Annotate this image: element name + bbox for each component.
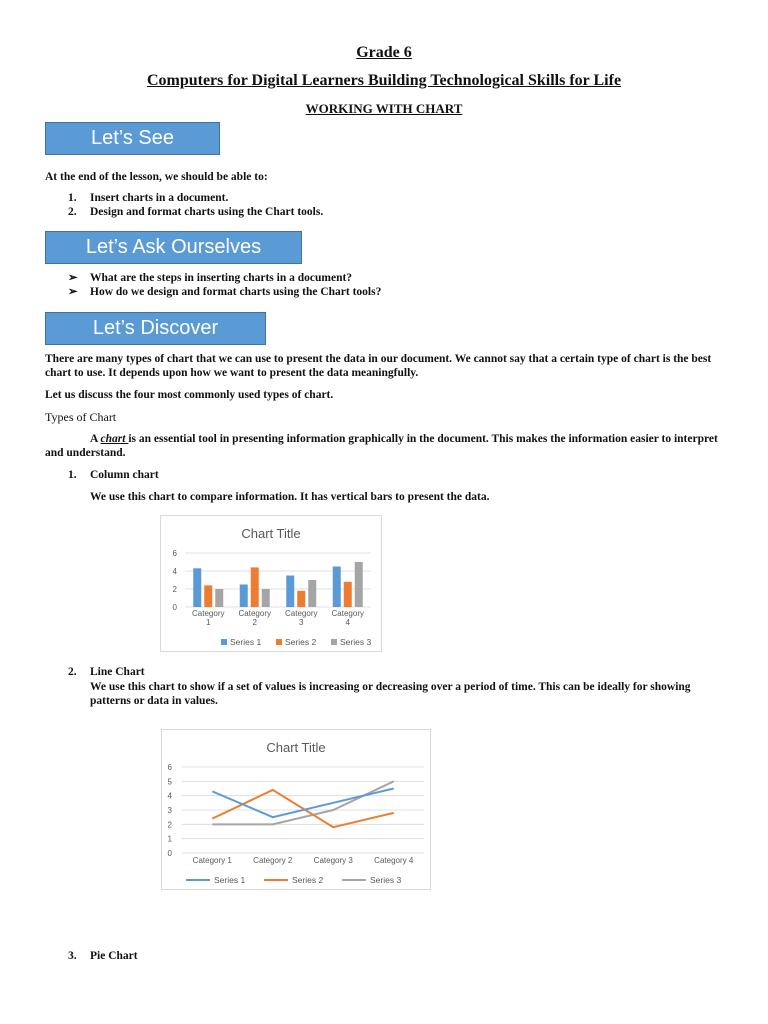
lets-see-banner: Let’s See [45, 122, 220, 155]
list-number: 2. [68, 666, 77, 678]
line-chart-svg [162, 730, 430, 889]
bar [308, 580, 316, 607]
y-tick-label: 2 [172, 585, 177, 594]
item-column-chart [68, 468, 159, 482]
x-tick-label: Category 4 [374, 856, 414, 865]
list-text: Design and format charts using the Chart tools. [90, 206, 324, 218]
bar [355, 562, 363, 607]
definition-prefix: A [90, 433, 101, 445]
list-item [68, 285, 381, 299]
chart-term-link[interactable]: chart [100, 433, 129, 445]
bar [240, 585, 248, 608]
list-number: 1. [68, 192, 77, 204]
definition-text: is an essential tool in presenting information graphically in the document. This makes the information easier to interpret and understand. [45, 433, 718, 459]
bar [193, 568, 201, 607]
x-tick-label: Category [238, 609, 271, 618]
series-line [212, 789, 394, 818]
arrow-bullet-icon: ➢ [68, 286, 78, 298]
y-tick-label: 4 [167, 791, 172, 801]
lets-discover-banner: Let’s Discover [45, 312, 266, 345]
item-title: Pie Chart [90, 950, 138, 962]
arrow-bullet-icon: ➢ [68, 272, 78, 284]
item-title: Line Chart [90, 666, 145, 678]
lets-ask-banner: Let’s Ask Ourselves [45, 231, 302, 264]
x-tick-label: Category [285, 609, 318, 618]
legend-label: Series 2 [292, 875, 324, 885]
bar [262, 589, 270, 607]
questions-list [68, 271, 381, 299]
item-pie-chart [68, 949, 138, 963]
legend-label: Series 1 [214, 875, 246, 885]
definition-paragraph [45, 432, 725, 460]
legend-swatch [331, 639, 337, 645]
bar [286, 576, 294, 608]
column-chart-svg [161, 516, 381, 651]
list-number: 3. [68, 950, 77, 962]
x-tick-label: Category 2 [253, 856, 293, 865]
bar [215, 589, 223, 607]
list-text: What are the steps in inserting charts in a document? [90, 272, 353, 284]
x-tick-label: 1 [206, 618, 211, 627]
x-tick-label: Category [331, 609, 364, 618]
legend-label: Series 1 [230, 637, 262, 647]
chart-title: Chart Title [241, 526, 301, 541]
legend-swatch [221, 639, 227, 645]
y-tick-label: 6 [172, 549, 177, 558]
legend-swatch [276, 639, 282, 645]
column-chart-desc: We use this chart to compare information. It has vertical bars to present the data. [90, 491, 490, 503]
y-tick-label: 6 [167, 763, 172, 772]
types-heading: Types of Chart [45, 410, 117, 424]
list-item [68, 205, 323, 219]
y-tick-label: 1 [167, 834, 172, 844]
topic-title: WORKING WITH CHART [305, 101, 463, 116]
bar [333, 567, 341, 608]
x-tick-label: Category 1 [192, 856, 232, 865]
item-line-chart [68, 665, 145, 679]
bar [251, 567, 259, 607]
list-item [68, 191, 323, 205]
list-number: 2. [68, 206, 77, 218]
discuss-paragraph: Let us discuss the four most commonly used types of chart. [45, 389, 334, 401]
y-tick-label: 2 [167, 820, 172, 830]
course-title: Computers for Digital Learners Building Technological Skills for Life [146, 72, 622, 89]
y-tick-label: 0 [172, 603, 177, 612]
bar [297, 591, 305, 607]
column-chart [160, 515, 382, 652]
chart-title: Chart Title [266, 740, 326, 755]
grade-heading: Grade 6 [356, 44, 412, 61]
y-tick-label: 0 [167, 849, 172, 858]
legend-label: Series 3 [370, 875, 402, 885]
list-text: Insert charts in a document. [90, 192, 229, 204]
line-chart [161, 729, 431, 890]
legend-label: Series 2 [285, 637, 317, 647]
list-item [68, 271, 381, 285]
y-tick-label: 5 [167, 777, 172, 787]
bar [344, 582, 352, 607]
list-text: How do we design and format charts using the Chart tools? [90, 286, 382, 298]
line-chart-desc: We use this chart to show if a set of values is increasing or decreasing over a period of time. This can be ideally for showing patterns or data in values. [90, 681, 691, 707]
x-tick-label: 4 [345, 618, 350, 627]
y-tick-label: 3 [167, 806, 172, 815]
x-tick-label: Category 3 [313, 856, 353, 865]
x-tick-label: Category [192, 609, 225, 618]
list-number: 1. [68, 469, 77, 481]
intro-paragraph: There are many types of chart that we can use to present the data in our document. We cannot say that a certain type of chart is the best chart to use. It depends upon how we want to present the data meaningfully. [45, 353, 712, 379]
y-tick-label: 4 [172, 567, 177, 576]
legend-label: Series 3 [340, 637, 372, 647]
objectives-intro: At the end of the lesson, we should be able to: [45, 171, 268, 183]
item-title: Column chart [90, 469, 159, 481]
x-tick-label: 2 [252, 618, 257, 627]
bar [204, 585, 212, 607]
x-tick-label: 3 [299, 618, 304, 627]
objectives-list [68, 191, 323, 219]
